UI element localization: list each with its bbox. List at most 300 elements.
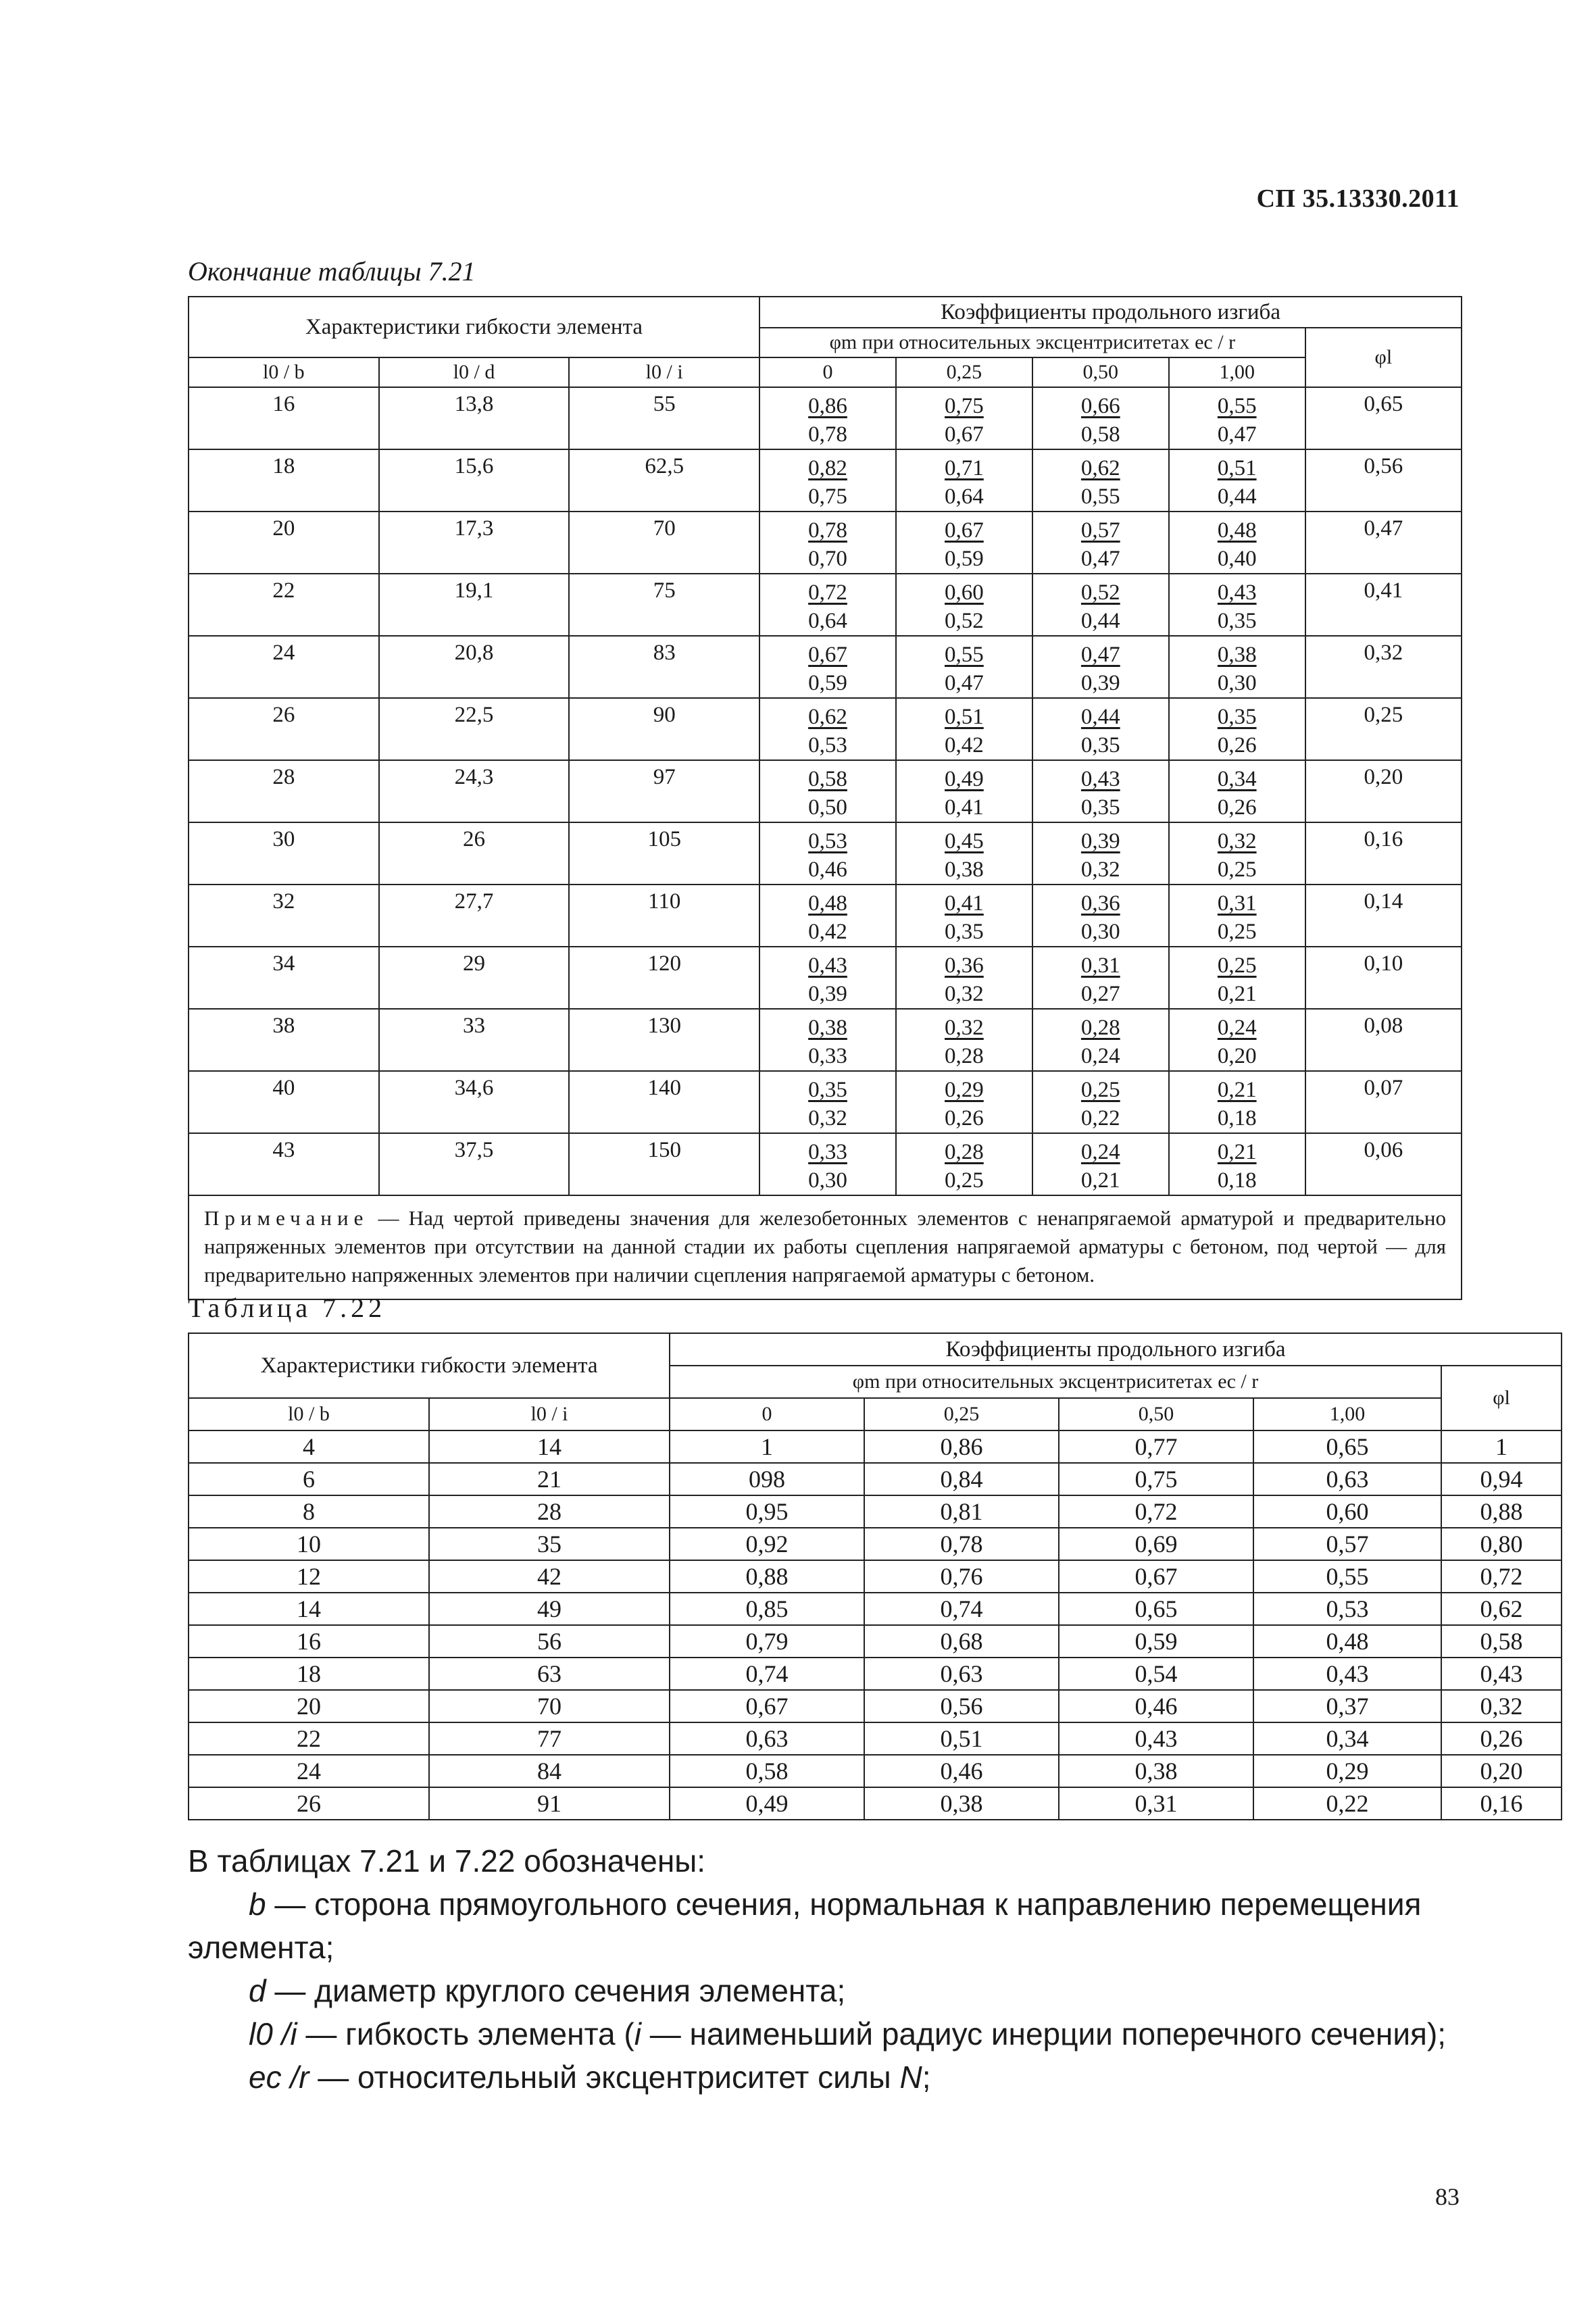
phi-m-header: φm при относительных эксцентриситетах ec / r: [670, 1366, 1441, 1398]
table-cell: 24: [189, 1755, 429, 1787]
table-cell: 0,43: [1441, 1658, 1562, 1690]
cell-phi-m-pair: [759, 387, 896, 449]
table-cell: 0,76: [864, 1560, 1059, 1593]
value-above-line: 0,66: [1080, 394, 1120, 418]
column-header: l0 / i: [429, 1398, 670, 1430]
table-7-21: [188, 296, 1462, 1300]
value-above-line: 0,36: [945, 953, 984, 978]
value-below-line: 0,44: [1080, 609, 1120, 633]
table-cell: 0,16: [1441, 1787, 1562, 1820]
cell-phi-l: 0,41: [1305, 574, 1462, 636]
table-cell: 0,37: [1253, 1690, 1441, 1722]
value-below-line: 0,42: [808, 920, 847, 944]
cell-ld: 17,3: [379, 512, 570, 574]
value-below-line: 0,30: [1080, 920, 1120, 944]
value-above-line: 0,25: [1217, 953, 1257, 978]
value-above-line: 0,51: [945, 705, 984, 729]
value-below-line: 0,32: [808, 1106, 847, 1130]
value-above-line: 0,28: [945, 1140, 984, 1164]
table-722-caption: Таблица 7.22: [188, 1293, 386, 1323]
table-cell: 0,68: [864, 1625, 1059, 1658]
value-above-line: 0,36: [1080, 891, 1120, 916]
legend-block: [188, 1839, 1461, 2099]
cell-phi-m-pair: [896, 1133, 1032, 1195]
table-cell: 0,22: [1253, 1787, 1441, 1820]
table-cell: 0,26: [1441, 1722, 1562, 1755]
cell-phi-m-pair: [896, 636, 1032, 698]
table-cell: 70: [429, 1690, 670, 1722]
cell-phi-m-pair: [1032, 574, 1169, 636]
cell-phi-m-pair: [759, 636, 896, 698]
group-header-coefficients: Коэффициенты продольного изгиба: [670, 1333, 1562, 1366]
value-above-line: 0,71: [945, 456, 984, 480]
table-cell: 8: [189, 1495, 429, 1528]
table-cell: 14: [189, 1593, 429, 1625]
value-below-line: 0,75: [808, 484, 847, 509]
table-row: [189, 1787, 1562, 1820]
value-below-line: 0,44: [1217, 484, 1257, 509]
value-below-line: 0,53: [808, 733, 847, 757]
table-7-22: [188, 1333, 1562, 1820]
note-text: — Над чертой приведены значения для железобетонных элементов с ненапрягаемой арматурой и предварительно напряженных элементов при отсутствии на данной стадии их работы сцепления напрягаемой арматуры с бетоном, под чертой — для предварительно напряженных элементов при наличии сцепления напрягаемой арматуры с бетоном.: [204, 1206, 1447, 1287]
cell-phi-m-pair: [759, 947, 896, 1009]
cell-phi-m-pair: [759, 698, 896, 760]
value-above-line: 0,43: [808, 953, 847, 978]
value-above-line: 0,51: [1217, 456, 1257, 480]
note-label: Примечание: [204, 1206, 369, 1230]
value-above-line: 0,52: [1080, 580, 1120, 605]
cell-phi-l: 0,14: [1305, 885, 1462, 947]
value-above-line: 0,32: [945, 1016, 984, 1040]
table-cell: 0,88: [1441, 1495, 1562, 1528]
group-header-coefficients: Коэффициенты продольного изгиба: [759, 297, 1462, 328]
value-below-line: 0,30: [808, 1168, 847, 1193]
cell-li: 83: [569, 636, 759, 698]
cell-li: 90: [569, 698, 759, 760]
cell-phi-m-pair: [896, 449, 1032, 512]
cell-li: 55: [569, 387, 759, 449]
value-below-line: 0,32: [945, 982, 984, 1006]
cell-phi-m-pair: [896, 822, 1032, 885]
table-cell: 0,84: [864, 1463, 1059, 1495]
cell-phi-l: 0,47: [1305, 512, 1462, 574]
cell-phi-m-pair: [1169, 947, 1305, 1009]
column-header: 0,50: [1032, 357, 1169, 387]
phi-l-header: φl: [1441, 1366, 1562, 1430]
cell-phi-m-pair: [1169, 387, 1305, 449]
cell-lb: 40: [189, 1071, 379, 1133]
cell-li: 120: [569, 947, 759, 1009]
table-cell: 0,59: [1059, 1625, 1253, 1658]
value-below-line: 0,58: [1080, 422, 1120, 447]
value-above-line: 0,35: [808, 1078, 847, 1102]
cell-phi-m-pair: [896, 947, 1032, 1009]
cell-lb: 24: [189, 636, 379, 698]
cell-phi-m-pair: [759, 1009, 896, 1071]
value-below-line: 0,18: [1217, 1106, 1257, 1130]
value-below-line: 0,47: [1217, 422, 1257, 447]
cell-phi-m-pair: [1032, 947, 1169, 1009]
value-above-line: 0,45: [945, 829, 984, 853]
cell-phi-m-pair: [1032, 885, 1169, 947]
table-cell: 0,95: [670, 1495, 864, 1528]
value-above-line: 0,48: [808, 891, 847, 916]
table-cell: 18: [189, 1658, 429, 1690]
cell-li: 75: [569, 574, 759, 636]
column-header: l0 / i: [569, 357, 759, 387]
value-below-line: 0,35: [1080, 795, 1120, 820]
cell-phi-m-pair: [759, 1133, 896, 1195]
value-above-line: 0,38: [808, 1016, 847, 1040]
value-above-line: 0,75: [945, 394, 984, 418]
table-cell: 0,79: [670, 1625, 864, 1658]
value-below-line: 0,52: [945, 609, 984, 633]
table-cell: 10: [189, 1528, 429, 1560]
cell-li: 62,5: [569, 449, 759, 512]
value-above-line: 0,67: [808, 643, 847, 667]
cell-li: 130: [569, 1009, 759, 1071]
cell-phi-m-pair: [1032, 760, 1169, 822]
table-row: [189, 760, 1462, 822]
table-row: [189, 1593, 1562, 1625]
cell-phi-m-pair: [1032, 822, 1169, 885]
cell-phi-m-pair: [759, 512, 896, 574]
table-cell: 0,72: [1059, 1495, 1253, 1528]
value-above-line: 0,78: [808, 518, 847, 543]
table-cell: 0,46: [1059, 1690, 1253, 1722]
cell-ld: 34,6: [379, 1071, 570, 1133]
value-below-line: 0,50: [808, 795, 847, 820]
value-above-line: 0,41: [945, 891, 984, 916]
cell-phi-m-pair: [1032, 387, 1169, 449]
cell-lb: 20: [189, 512, 379, 574]
cell-phi-l: 0,65: [1305, 387, 1462, 449]
value-below-line: 0,26: [1217, 795, 1257, 820]
column-header: 0,25: [896, 357, 1032, 387]
table-cell: 0,56: [864, 1690, 1059, 1722]
cell-lb: 26: [189, 698, 379, 760]
cell-ld: 13,8: [379, 387, 570, 449]
cell-li: 140: [569, 1071, 759, 1133]
table-row: [189, 1755, 1562, 1787]
value-above-line: 0,43: [1080, 767, 1120, 791]
cell-phi-m-pair: [896, 698, 1032, 760]
value-below-line: 0,64: [945, 484, 984, 509]
table-cell: 098: [670, 1463, 864, 1495]
value-below-line: 0,20: [1217, 1044, 1257, 1068]
value-above-line: 0,82: [808, 456, 847, 480]
table-row: [189, 822, 1462, 885]
value-below-line: 0,21: [1217, 982, 1257, 1006]
table-note: [189, 1195, 1462, 1299]
table-cell: 0,94: [1441, 1463, 1562, 1495]
value-above-line: 0,47: [1080, 643, 1120, 667]
table-cell: 26: [189, 1787, 429, 1820]
group-header-slenderness: Характеристики гибкости элемента: [189, 1333, 670, 1398]
table-cell: 0,38: [864, 1787, 1059, 1820]
table-cell: 63: [429, 1658, 670, 1690]
table-cell: 0,63: [864, 1658, 1059, 1690]
table-row: [189, 387, 1462, 449]
value-above-line: 0,48: [1217, 518, 1257, 543]
value-above-line: 0,67: [945, 518, 984, 543]
cell-phi-m-pair: [1169, 760, 1305, 822]
legend-ecr: ec /r — относительный эксцентриситет силы N;: [249, 2060, 931, 2095]
value-below-line: 0,55: [1080, 484, 1120, 509]
document-code: СП 35.13330.2011: [1256, 184, 1460, 213]
cell-phi-l: 0,08: [1305, 1009, 1462, 1071]
value-below-line: 0,21: [1080, 1168, 1120, 1193]
value-above-line: 0,62: [808, 705, 847, 729]
cell-li: 110: [569, 885, 759, 947]
table-cell: 0,53: [1253, 1593, 1441, 1625]
table-cell: 84: [429, 1755, 670, 1787]
cell-phi-m-pair: [896, 1009, 1032, 1071]
cell-phi-m-pair: [1032, 698, 1169, 760]
legend-d: d — диаметр круглого сечения элемента;: [249, 1973, 846, 2008]
value-above-line: 0,34: [1217, 767, 1257, 791]
table-cell: 22: [189, 1722, 429, 1755]
value-below-line: 0,25: [945, 1168, 984, 1193]
table-cell: 0,31: [1059, 1787, 1253, 1820]
value-below-line: 0,24: [1080, 1044, 1120, 1068]
table-cell: 56: [429, 1625, 670, 1658]
table-cell: 0,81: [864, 1495, 1059, 1528]
cell-phi-l: 0,32: [1305, 636, 1462, 698]
value-below-line: 0,26: [1217, 733, 1257, 757]
table-cell: 0,75: [1059, 1463, 1253, 1495]
cell-phi-m-pair: [896, 760, 1032, 822]
table-cell: 0,49: [670, 1787, 864, 1820]
value-below-line: 0,40: [1217, 547, 1257, 571]
table-row: [189, 512, 1462, 574]
table-row: [189, 885, 1462, 947]
table-cell: 14: [429, 1430, 670, 1463]
value-above-line: 0,32: [1217, 829, 1257, 853]
phi-l-header: φl: [1305, 328, 1462, 387]
value-above-line: 0,58: [808, 767, 847, 791]
cell-phi-m-pair: [1032, 1133, 1169, 1195]
cell-li: 105: [569, 822, 759, 885]
value-above-line: 0,49: [945, 767, 984, 791]
cell-ld: 24,3: [379, 760, 570, 822]
table-cell: 0,32: [1441, 1690, 1562, 1722]
value-above-line: 0,38: [1217, 643, 1257, 667]
cell-lb: 18: [189, 449, 379, 512]
value-above-line: 0,24: [1080, 1140, 1120, 1164]
page-number: 83: [1435, 2183, 1460, 2210]
table-cell: 0,55: [1253, 1560, 1441, 1593]
cell-lb: 38: [189, 1009, 379, 1071]
cell-phi-m-pair: [1169, 512, 1305, 574]
table-cell: 0,67: [670, 1690, 864, 1722]
table-row: [189, 1560, 1562, 1593]
column-header: l0 / b: [189, 357, 379, 387]
cell-phi-l: 0,07: [1305, 1071, 1462, 1133]
table-cell: 0,88: [670, 1560, 864, 1593]
table-cell: 0,51: [864, 1722, 1059, 1755]
column-header: l0 / b: [189, 1398, 429, 1430]
cell-phi-l: 0,25: [1305, 698, 1462, 760]
value-below-line: 0,39: [1080, 671, 1120, 695]
table-row: [189, 449, 1462, 512]
cell-phi-m-pair: [1169, 1133, 1305, 1195]
cell-phi-m-pair: [896, 885, 1032, 947]
table-cell: 16: [189, 1625, 429, 1658]
value-below-line: 0,22: [1080, 1106, 1120, 1130]
table-cell: 0,77: [1059, 1430, 1253, 1463]
cell-phi-m-pair: [1032, 449, 1169, 512]
table-cell: 0,62: [1441, 1593, 1562, 1625]
value-below-line: 0,59: [808, 671, 847, 695]
value-above-line: 0,31: [1080, 953, 1120, 978]
table-row: [189, 1463, 1562, 1495]
cell-lb: 28: [189, 760, 379, 822]
cell-li: 150: [569, 1133, 759, 1195]
cell-phi-m-pair: [1169, 822, 1305, 885]
value-below-line: 0,64: [808, 609, 847, 633]
table-cell: 0,58: [1441, 1625, 1562, 1658]
value-below-line: 0,35: [1080, 733, 1120, 757]
value-above-line: 0,55: [945, 643, 984, 667]
cell-ld: 37,5: [379, 1133, 570, 1195]
value-below-line: 0,28: [945, 1044, 984, 1068]
value-below-line: 0,47: [945, 671, 984, 695]
value-above-line: 0,43: [1217, 580, 1257, 605]
value-below-line: 0,41: [945, 795, 984, 820]
table-cell: 0,86: [864, 1430, 1059, 1463]
table-row: [189, 1658, 1562, 1690]
column-header: 0: [759, 357, 896, 387]
value-above-line: 0,62: [1080, 456, 1120, 480]
table-cell: 0,43: [1059, 1722, 1253, 1755]
table-cell: 91: [429, 1787, 670, 1820]
cell-ld: 20,8: [379, 636, 570, 698]
value-above-line: 0,24: [1217, 1016, 1257, 1040]
table-cell: 0,69: [1059, 1528, 1253, 1560]
table-cell: 0,65: [1059, 1593, 1253, 1625]
value-above-line: 0,21: [1217, 1140, 1257, 1164]
cell-ld: 26: [379, 822, 570, 885]
column-header: 0,25: [864, 1398, 1059, 1430]
cell-lb: 22: [189, 574, 379, 636]
table-cell: 0,67: [1059, 1560, 1253, 1593]
cell-phi-m-pair: [759, 574, 896, 636]
table-cell: 0,85: [670, 1593, 864, 1625]
table-row: [189, 1690, 1562, 1722]
value-below-line: 0,35: [945, 920, 984, 944]
value-above-line: 0,86: [808, 394, 847, 418]
table-cell: 0,38: [1059, 1755, 1253, 1787]
cell-phi-m-pair: [1169, 574, 1305, 636]
cell-phi-m-pair: [896, 574, 1032, 636]
value-below-line: 0,42: [945, 733, 984, 757]
table-row: [189, 1495, 1562, 1528]
cell-phi-m-pair: [759, 885, 896, 947]
value-below-line: 0,32: [1080, 857, 1120, 882]
cell-phi-m-pair: [896, 512, 1032, 574]
cell-phi-m-pair: [1169, 449, 1305, 512]
table-cell: 28: [429, 1495, 670, 1528]
table-cell: 0,58: [670, 1755, 864, 1787]
value-below-line: 0,47: [1080, 547, 1120, 571]
legend-b: b — сторона прямоугольного сечения, нормальная к направлению перемещения элемента;: [188, 1887, 1422, 1965]
table-cell: 35: [429, 1528, 670, 1560]
phi-m-header: φm при относительных эксцентриситетах ec / r: [759, 328, 1305, 357]
table-cell: 49: [429, 1593, 670, 1625]
value-above-line: 0,29: [945, 1078, 984, 1102]
cell-ld: 19,1: [379, 574, 570, 636]
cell-phi-m-pair: [1032, 1071, 1169, 1133]
table-cell: 0,63: [670, 1722, 864, 1755]
value-above-line: 0,28: [1080, 1016, 1120, 1040]
cell-ld: 15,6: [379, 449, 570, 512]
value-below-line: 0,70: [808, 547, 847, 571]
cell-phi-m-pair: [1032, 1009, 1169, 1071]
value-above-line: 0,25: [1080, 1078, 1120, 1102]
cell-lb: 30: [189, 822, 379, 885]
column-header: 0: [670, 1398, 864, 1430]
value-below-line: 0,25: [1217, 920, 1257, 944]
value-above-line: 0,53: [808, 829, 847, 853]
table-row: [189, 1071, 1462, 1133]
table-721-caption: Окончание таблицы 7.21: [188, 256, 476, 287]
table-cell: 0,54: [1059, 1658, 1253, 1690]
value-above-line: 0,60: [945, 580, 984, 605]
cell-phi-m-pair: [1169, 1009, 1305, 1071]
table-cell: 0,48: [1253, 1625, 1441, 1658]
table-cell: 0,43: [1253, 1658, 1441, 1690]
table-cell: 0,34: [1253, 1722, 1441, 1755]
value-above-line: 0,55: [1217, 394, 1257, 418]
table-cell: 0,74: [864, 1593, 1059, 1625]
table-cell: 0,74: [670, 1658, 864, 1690]
table-row: [189, 947, 1462, 1009]
cell-phi-m-pair: [896, 387, 1032, 449]
table-cell: 21: [429, 1463, 670, 1495]
value-above-line: 0,72: [808, 580, 847, 605]
table-cell: 0,60: [1253, 1495, 1441, 1528]
cell-ld: 27,7: [379, 885, 570, 947]
table-row: [189, 574, 1462, 636]
table-cell: 20: [189, 1690, 429, 1722]
cell-phi-m-pair: [759, 760, 896, 822]
cell-phi-m-pair: [1169, 636, 1305, 698]
value-below-line: 0,46: [808, 857, 847, 882]
cell-ld: 29: [379, 947, 570, 1009]
value-above-line: 0,44: [1080, 705, 1120, 729]
cell-phi-m-pair: [759, 449, 896, 512]
cell-lb: 43: [189, 1133, 379, 1195]
cell-ld: 33: [379, 1009, 570, 1071]
table-cell: 0,80: [1441, 1528, 1562, 1560]
table-cell: 4: [189, 1430, 429, 1463]
cell-phi-m-pair: [1032, 512, 1169, 574]
table-row: [189, 1722, 1562, 1755]
table-cell: 77: [429, 1722, 670, 1755]
column-header: 1,00: [1169, 357, 1305, 387]
value-below-line: 0,33: [808, 1044, 847, 1068]
table-cell: 0,46: [864, 1755, 1059, 1787]
value-above-line: 0,21: [1217, 1078, 1257, 1102]
table-row: [189, 636, 1462, 698]
legend-intro: В таблицах 7.21 и 7.22 обозначены:: [188, 1843, 706, 1878]
value-above-line: 0,31: [1217, 891, 1257, 916]
legend-l0i: l0 /i — гибкость элемента (i — наименьший радиус инерции поперечного сечения);: [249, 2016, 1447, 2051]
cell-phi-m-pair: [896, 1071, 1032, 1133]
cell-ld: 22,5: [379, 698, 570, 760]
table-row: [189, 1430, 1562, 1463]
